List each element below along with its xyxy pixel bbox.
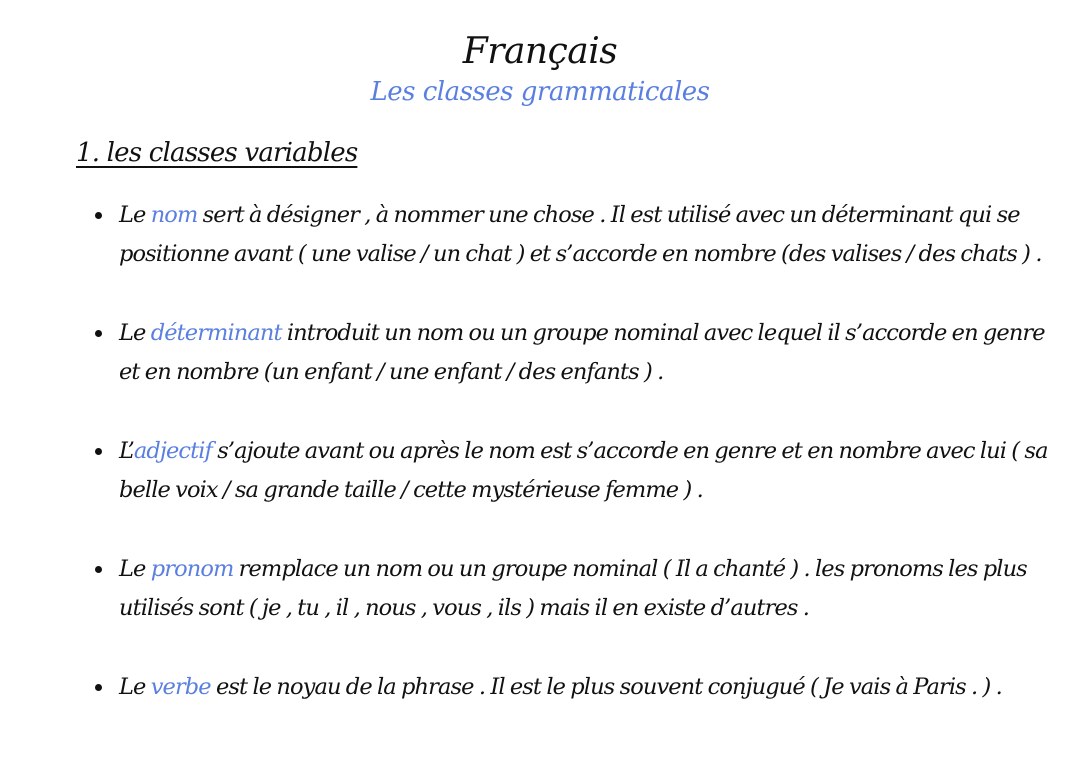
list-item-pronom — [119, 550, 1069, 628]
term-nom: nom — [150, 202, 198, 228]
item-text: remplace un nom ou un groupe nominal ( Il a chanté ) . les pronoms les plus utilisés sont ( je , tu , il , nous , vous , ils ) mais il en existe d’autres . — [119, 556, 1027, 621]
item-prefix: Le — [119, 674, 151, 700]
item-prefix: Le — [119, 202, 151, 228]
section-heading: 1. les classes variables — [76, 138, 358, 168]
grammar-class-list — [92, 196, 1069, 747]
term-verbe: verbe — [150, 674, 211, 700]
list-item-adjectif — [119, 432, 1069, 510]
item-prefix: L’ — [119, 438, 134, 464]
term-determinant: déterminant — [150, 320, 282, 346]
item-text: sert à désigner , à nommer une chose . Il est utilisé avec un déterminant qui se positionne avant ( une valise / un chat ) et s’accorde en nombre (des valises / des chats ) . — [119, 202, 1042, 267]
term-adjectif: adjectif — [133, 438, 212, 464]
item-prefix: Le — [119, 556, 151, 582]
item-text: introduit un nom ou un groupe nominal avec lequel il s’accorde en genre et en nombre (un enfant / une enfant / des enfants ) . — [119, 320, 1045, 385]
list-item-determinant — [119, 314, 1069, 392]
page-title: Français — [462, 31, 618, 72]
item-text: est le noyau de la phrase . Il est le plus souvent conjugué ( Je vais à Paris . ) . — [210, 674, 1002, 700]
item-prefix: Le — [119, 320, 151, 346]
list-item-nom — [119, 196, 1069, 274]
term-pronom: pronom — [150, 556, 234, 582]
page-subtitle: Les classes grammaticales — [370, 77, 710, 107]
item-text: s’ajoute avant ou après le nom est s’accorde en genre et en nombre avec lui ( sa belle voix / sa grande taille / cette mystérieuse femme ) . — [119, 438, 1048, 503]
list-item-verbe — [119, 668, 1069, 707]
